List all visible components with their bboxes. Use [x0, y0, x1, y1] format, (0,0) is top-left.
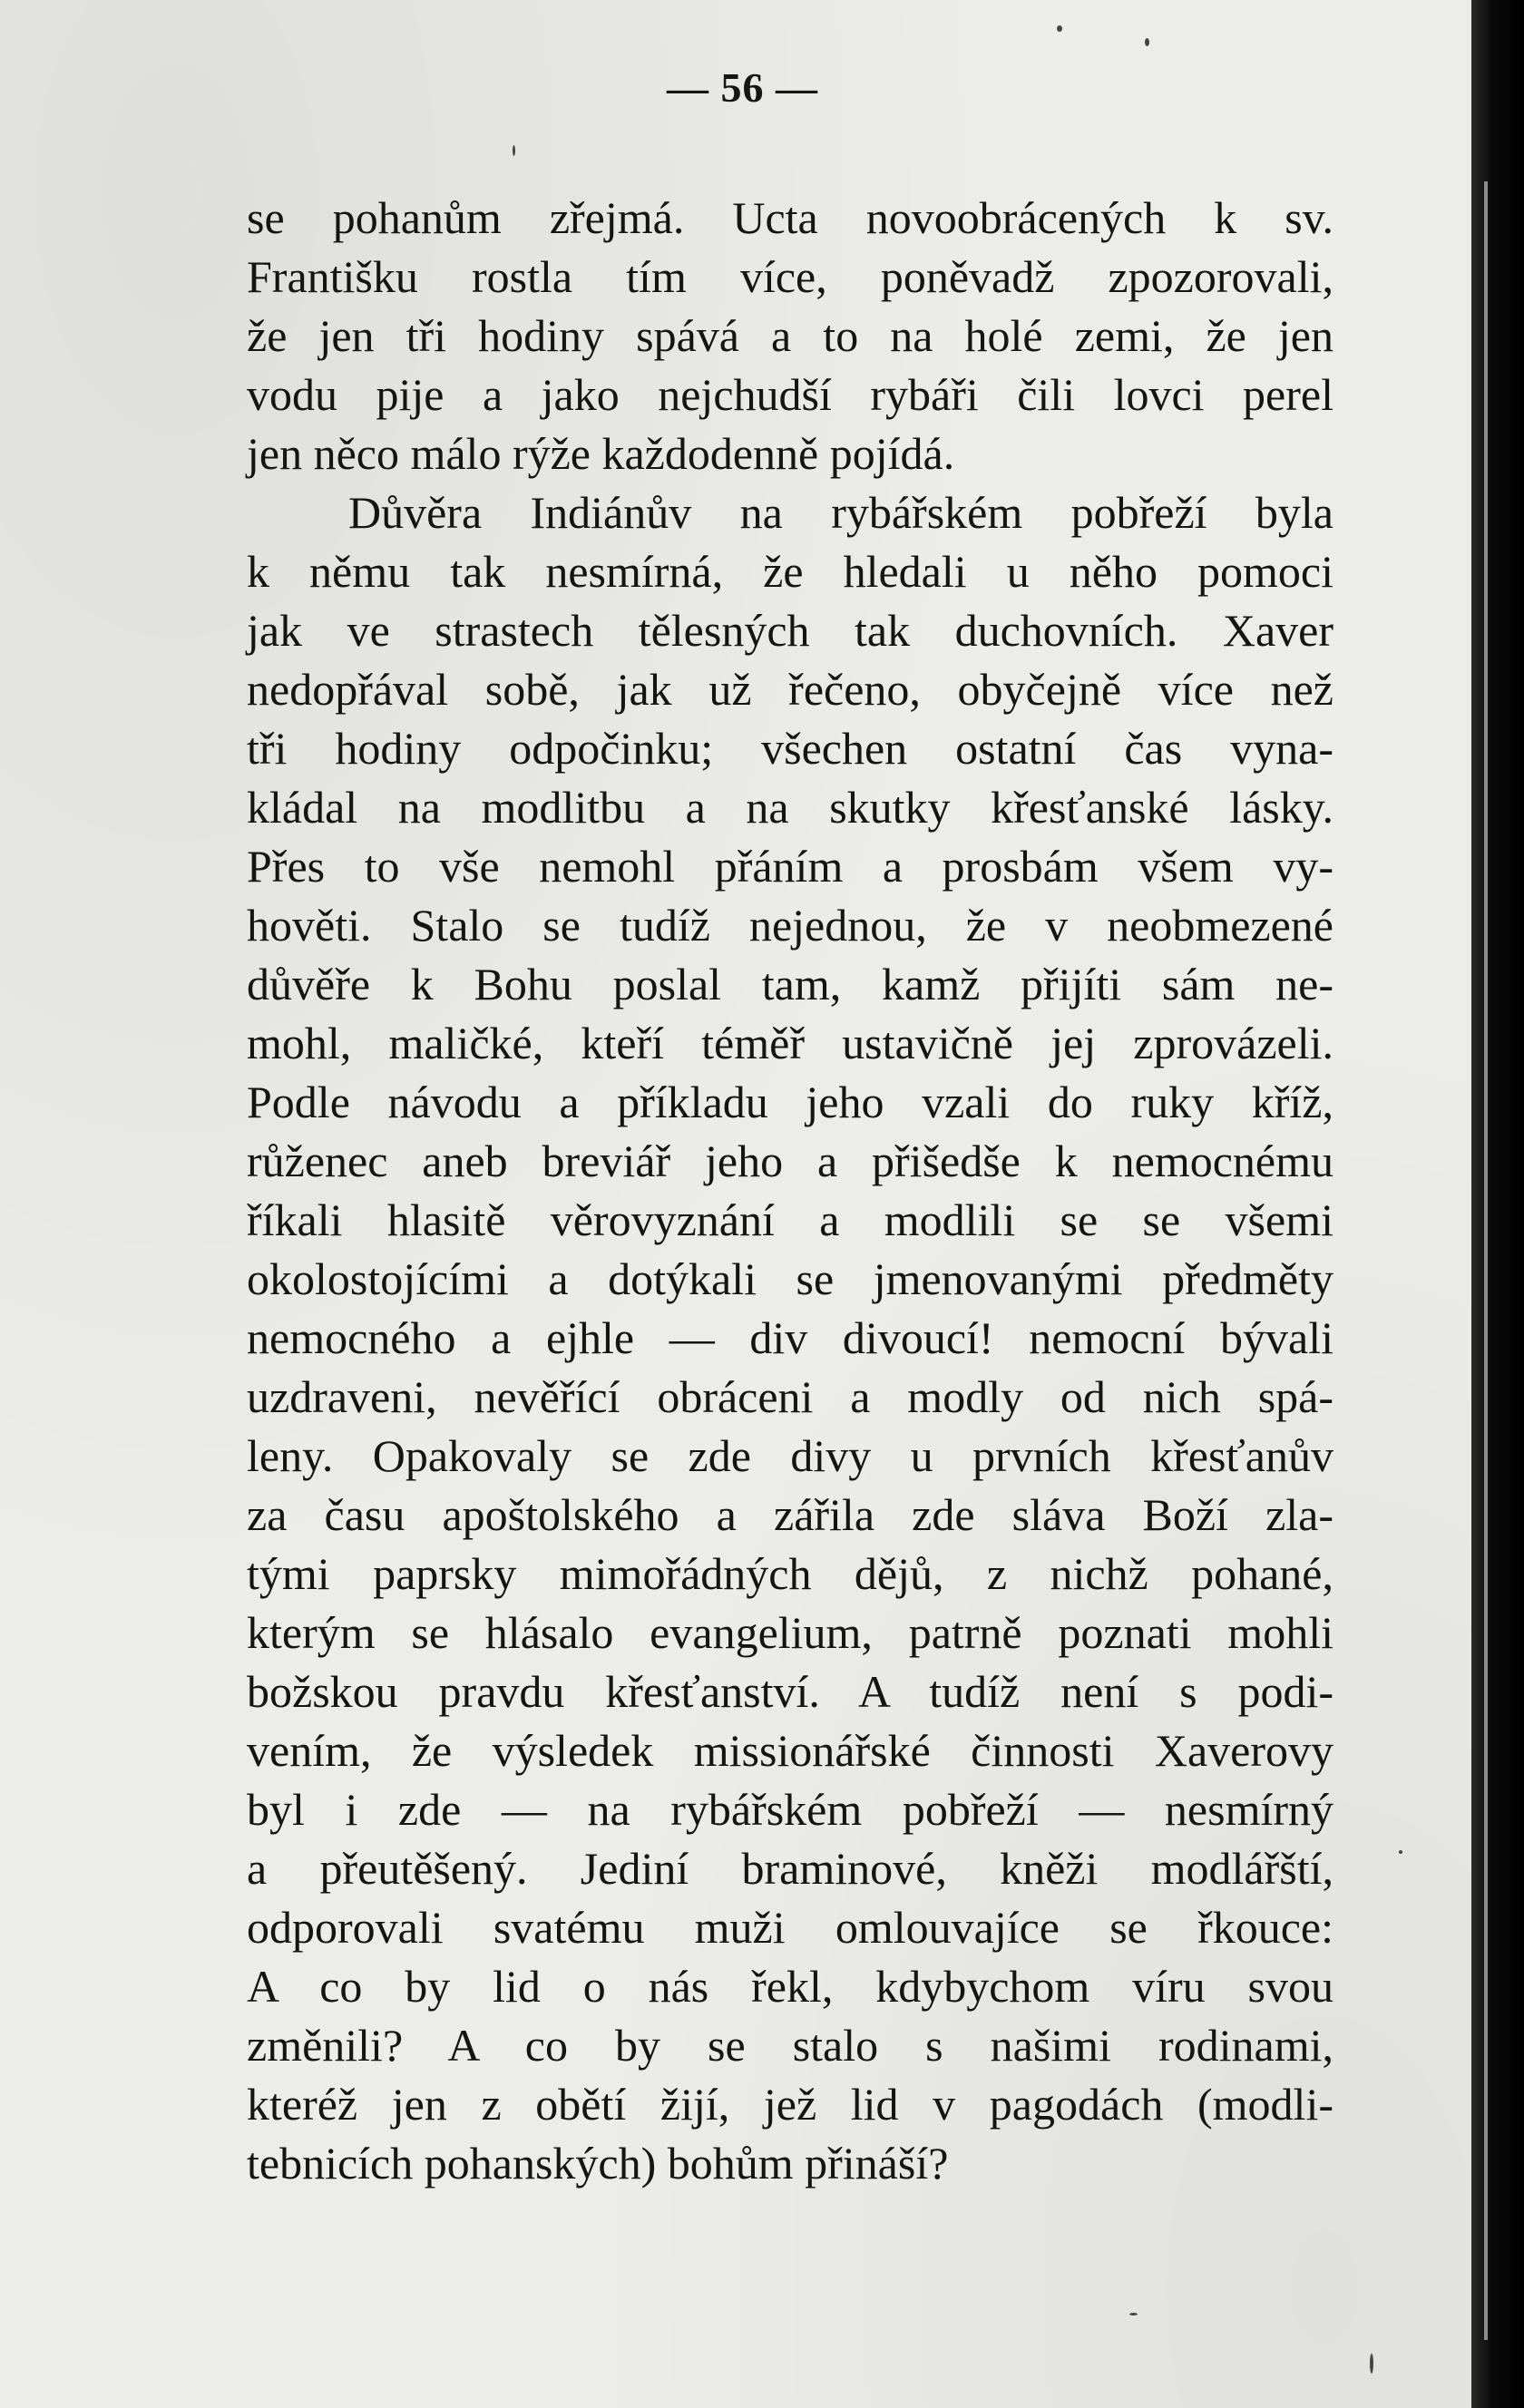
text-line: růženec aneb breviář jeho a přišedše k nemocnému	[247, 1136, 1334, 1186]
text-line: nemocného a ejhle — div divoucí! nemocní bývali	[247, 1312, 1334, 1363]
body-text	[247, 189, 1334, 2193]
text-line: tři hodiny odpočinku; všechen ostatní čas vyna-	[247, 723, 1334, 774]
text-line: okolostojícími a dotýkali se jmenovanými předměty	[247, 1253, 1334, 1304]
paper-speck	[513, 145, 515, 156]
text-line: uzdraveni, nevěřící obráceni a modly od nich spá-	[247, 1371, 1334, 1422]
text-line: jak ve strastech tělesných tak duchovních. Xaver	[247, 605, 1334, 656]
book-spine	[1471, 0, 1524, 2408]
text-line: že jen tři hodiny spává a to na holé zemi, že jen	[247, 310, 1334, 361]
text-line: a přeutěšený. Jediní braminové, kněži modlářští,	[247, 1843, 1334, 1894]
text-line: A co by lid o nás řekl, kdybychom víru svou	[247, 1961, 1334, 2012]
text-line: kterým se hlásalo evangelium, patrně poznati mohli	[247, 1607, 1334, 1658]
paper-speck	[1399, 1850, 1402, 1854]
text-line: Přes to vše nemohl přáním a prosbám všem vy-	[247, 841, 1334, 892]
paper-speck	[1145, 38, 1149, 46]
page-number	[0, 63, 1471, 112]
text-line: nedopřával sobě, jak už řečeno, obyčejně více než	[247, 664, 1334, 715]
text-line: Františku rostla tím více, poněvadž zpozorovali,	[247, 251, 1334, 302]
text-line: vením, že výsledek missionářské činnosti Xaverovy	[247, 1725, 1334, 1776]
text-line: za času apoštolského a zářila zde sláva Boží zla-	[247, 1489, 1334, 1540]
paper-speck	[1370, 2354, 1373, 2374]
text-line: kteréž jen z obětí žijí, jež lid v pagodách (modli-	[247, 2079, 1334, 2130]
text-line: odporovali svatému muži omlouvajíce se řkouce:	[247, 1902, 1334, 1953]
text-line: se pohanům zřejmá. Ucta novoobrácených k sv.	[247, 192, 1334, 243]
text-line: Důvěra Indiánův na rybářském pobřeží byla	[348, 487, 1334, 538]
page-edge	[1484, 181, 1488, 2340]
text-line: jen něco málo rýže každodenně pojídá.	[247, 428, 955, 479]
text-line: hověti. Stalo se tudíž nejednou, že v neobmezené	[247, 900, 1334, 951]
text-line: leny. Opakovaly se zde divy u prvních křesťanův	[247, 1430, 1334, 1481]
text-line: tými paprsky mimořádných dějů, z nichž pohané,	[247, 1548, 1334, 1599]
paper-speck	[1057, 25, 1062, 32]
text-line: Podle návodu a příkladu jeho vzali do ruky kříž,	[247, 1077, 1334, 1127]
text-line: byl i zde — na rybářském pobřeží — nesmírný	[247, 1784, 1334, 1835]
text-line: důvěře k Bohu poslal tam, kamž přijíti sám ne-	[247, 959, 1334, 1009]
text-line: k němu tak nesmírná, že hledali u něho pomoci	[247, 546, 1334, 597]
text-line: říkali hlasitě věrovyznání a modlili se se všemi	[247, 1194, 1334, 1245]
paper-speck	[1129, 2313, 1138, 2315]
text-line: kládal na modlitbu a na skutky křesťanské lásky.	[247, 782, 1334, 833]
text-line: božskou pravdu křesťanství. A tudíž není s podi-	[247, 1666, 1334, 1717]
page-number-text: — 56 —	[667, 64, 818, 111]
text-line: vodu pije a jako nejchudší rybáři čili lovci perel	[247, 369, 1334, 420]
text-line: tebnicích pohanských) bohům přináší?	[247, 2138, 949, 2189]
text-line: změnili? A co by se stalo s našimi rodinami,	[247, 2020, 1334, 2071]
text-line: mohl, maličké, kteří téměř ustavičně jej zprovázeli.	[247, 1018, 1334, 1068]
